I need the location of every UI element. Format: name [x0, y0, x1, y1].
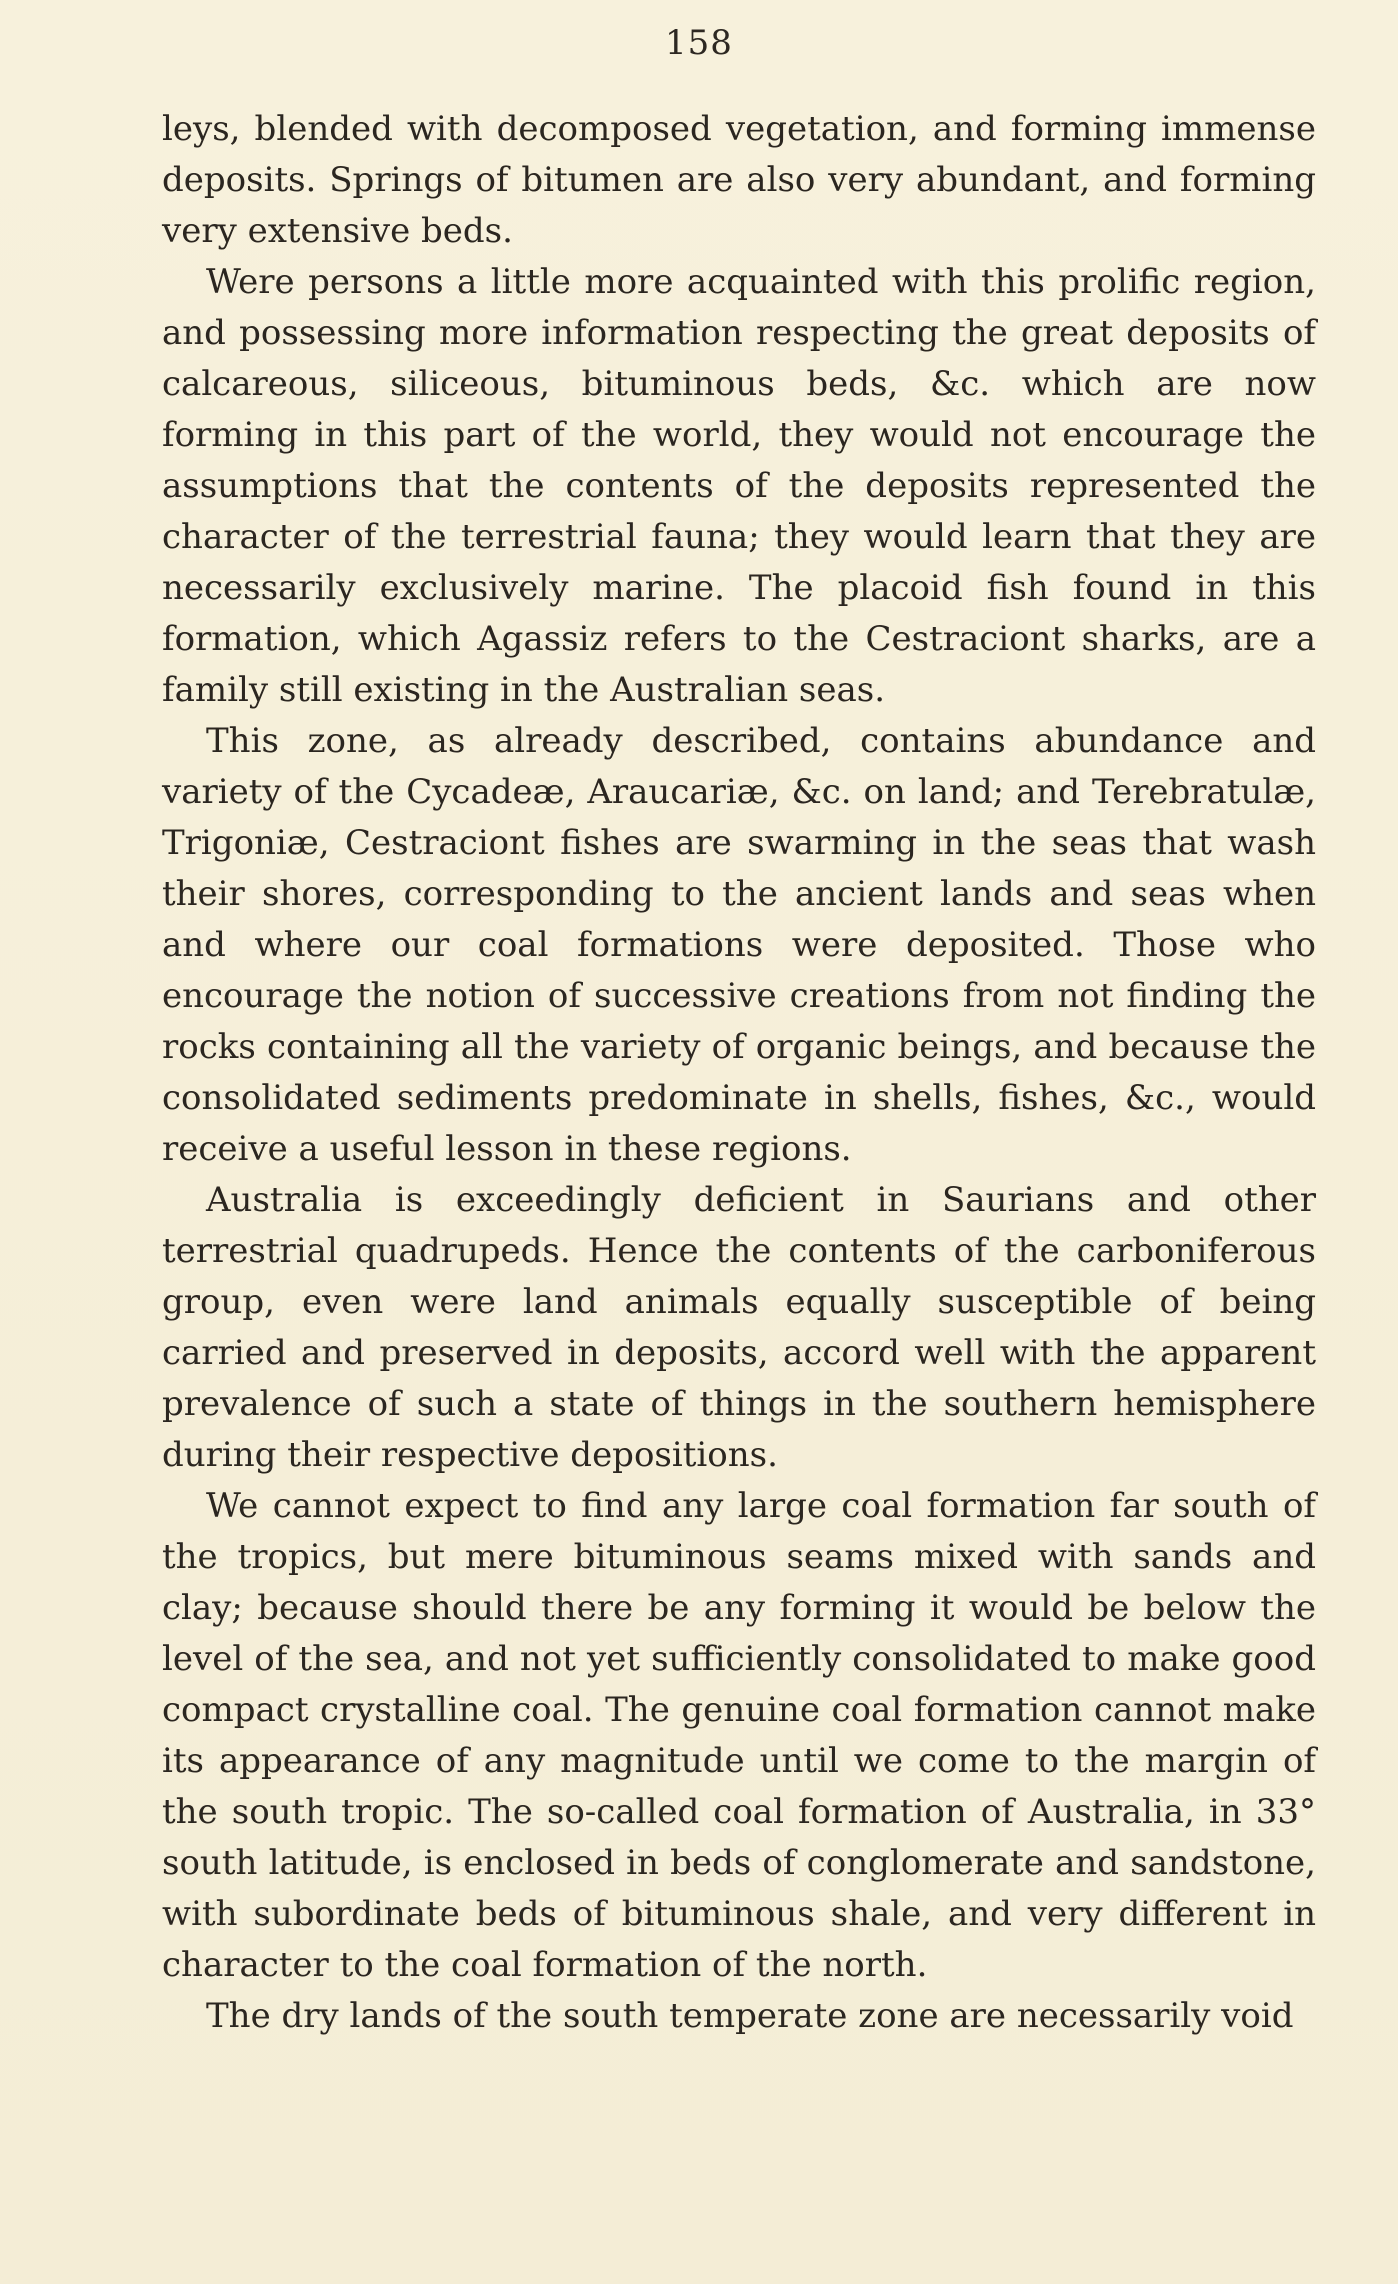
paragraph-1: leys, blended with decomposed vegetation, and forming immense deposits. Springs of bitumen are also very abundant, and forming very extensive beds. — [162, 109, 1316, 251]
page-number: 158 — [665, 23, 733, 63]
paragraph-4: Australia is exceedingly deficient in Saurians and other terrestrial quadrupeds. Hence the contents of the carboniferous group, even were land animals equally susceptible of being carried and preserved in deposits, accord well with the apparent prevalence of such a state of things in the southern hemisphere during their respective depositions. — [162, 1180, 1316, 1475]
paragraph-6: The dry lands of the south temperate zone are necessarily void — [206, 1996, 1294, 2036]
paragraph-2: Were persons a little more acquainted with this prolific region, and possessing more information respecting the great deposits of calcareous, siliceous, bituminous beds, &c. which are now forming in this part of the world, they would not encourage the assumptions that the contents of the deposits represented the character of the terrestrial fauna; they would learn that they are necessarily exclusively marine. The placoid fish found in this formation, which Agassiz refers to the Cestraciont sharks, are a family still existing in the Australian seas. — [162, 262, 1316, 710]
paragraph-5: We cannot expect to find any large coal formation far south of the tropics, but mere bituminous seams mixed with sands and clay; because should there be any forming it would be below the level of the sea, and not yet sufficiently consolidated to make good compact crystalline coal. The genuine coal formation cannot make its appearance of any magnitude until we come to the margin of the south tropic. The so-called coal formation of Australia, in 33° south latitude, is enclosed in beds of conglomerate and sandstone, with subordinate beds of bituminous shale, and very different in character to the coal formation of the north. — [162, 1486, 1316, 1985]
body-text — [162, 104, 1316, 2042]
paragraph-3: This zone, as already described, contains abundance and variety of the Cycadeæ, Araucariæ, &c. on land; and Terebratulæ, Trigoniæ, Cestraciont fishes are swarming in the seas that wash their shores, corresponding to the ancient lands and seas when and where our coal formations were deposited. Those who encourage the notion of successive creations from not finding the rocks containing all the variety of organic beings, and because the consolidated sediments predominate in shells, fishes, &c., would receive a useful lesson in these regions. — [162, 721, 1316, 1169]
